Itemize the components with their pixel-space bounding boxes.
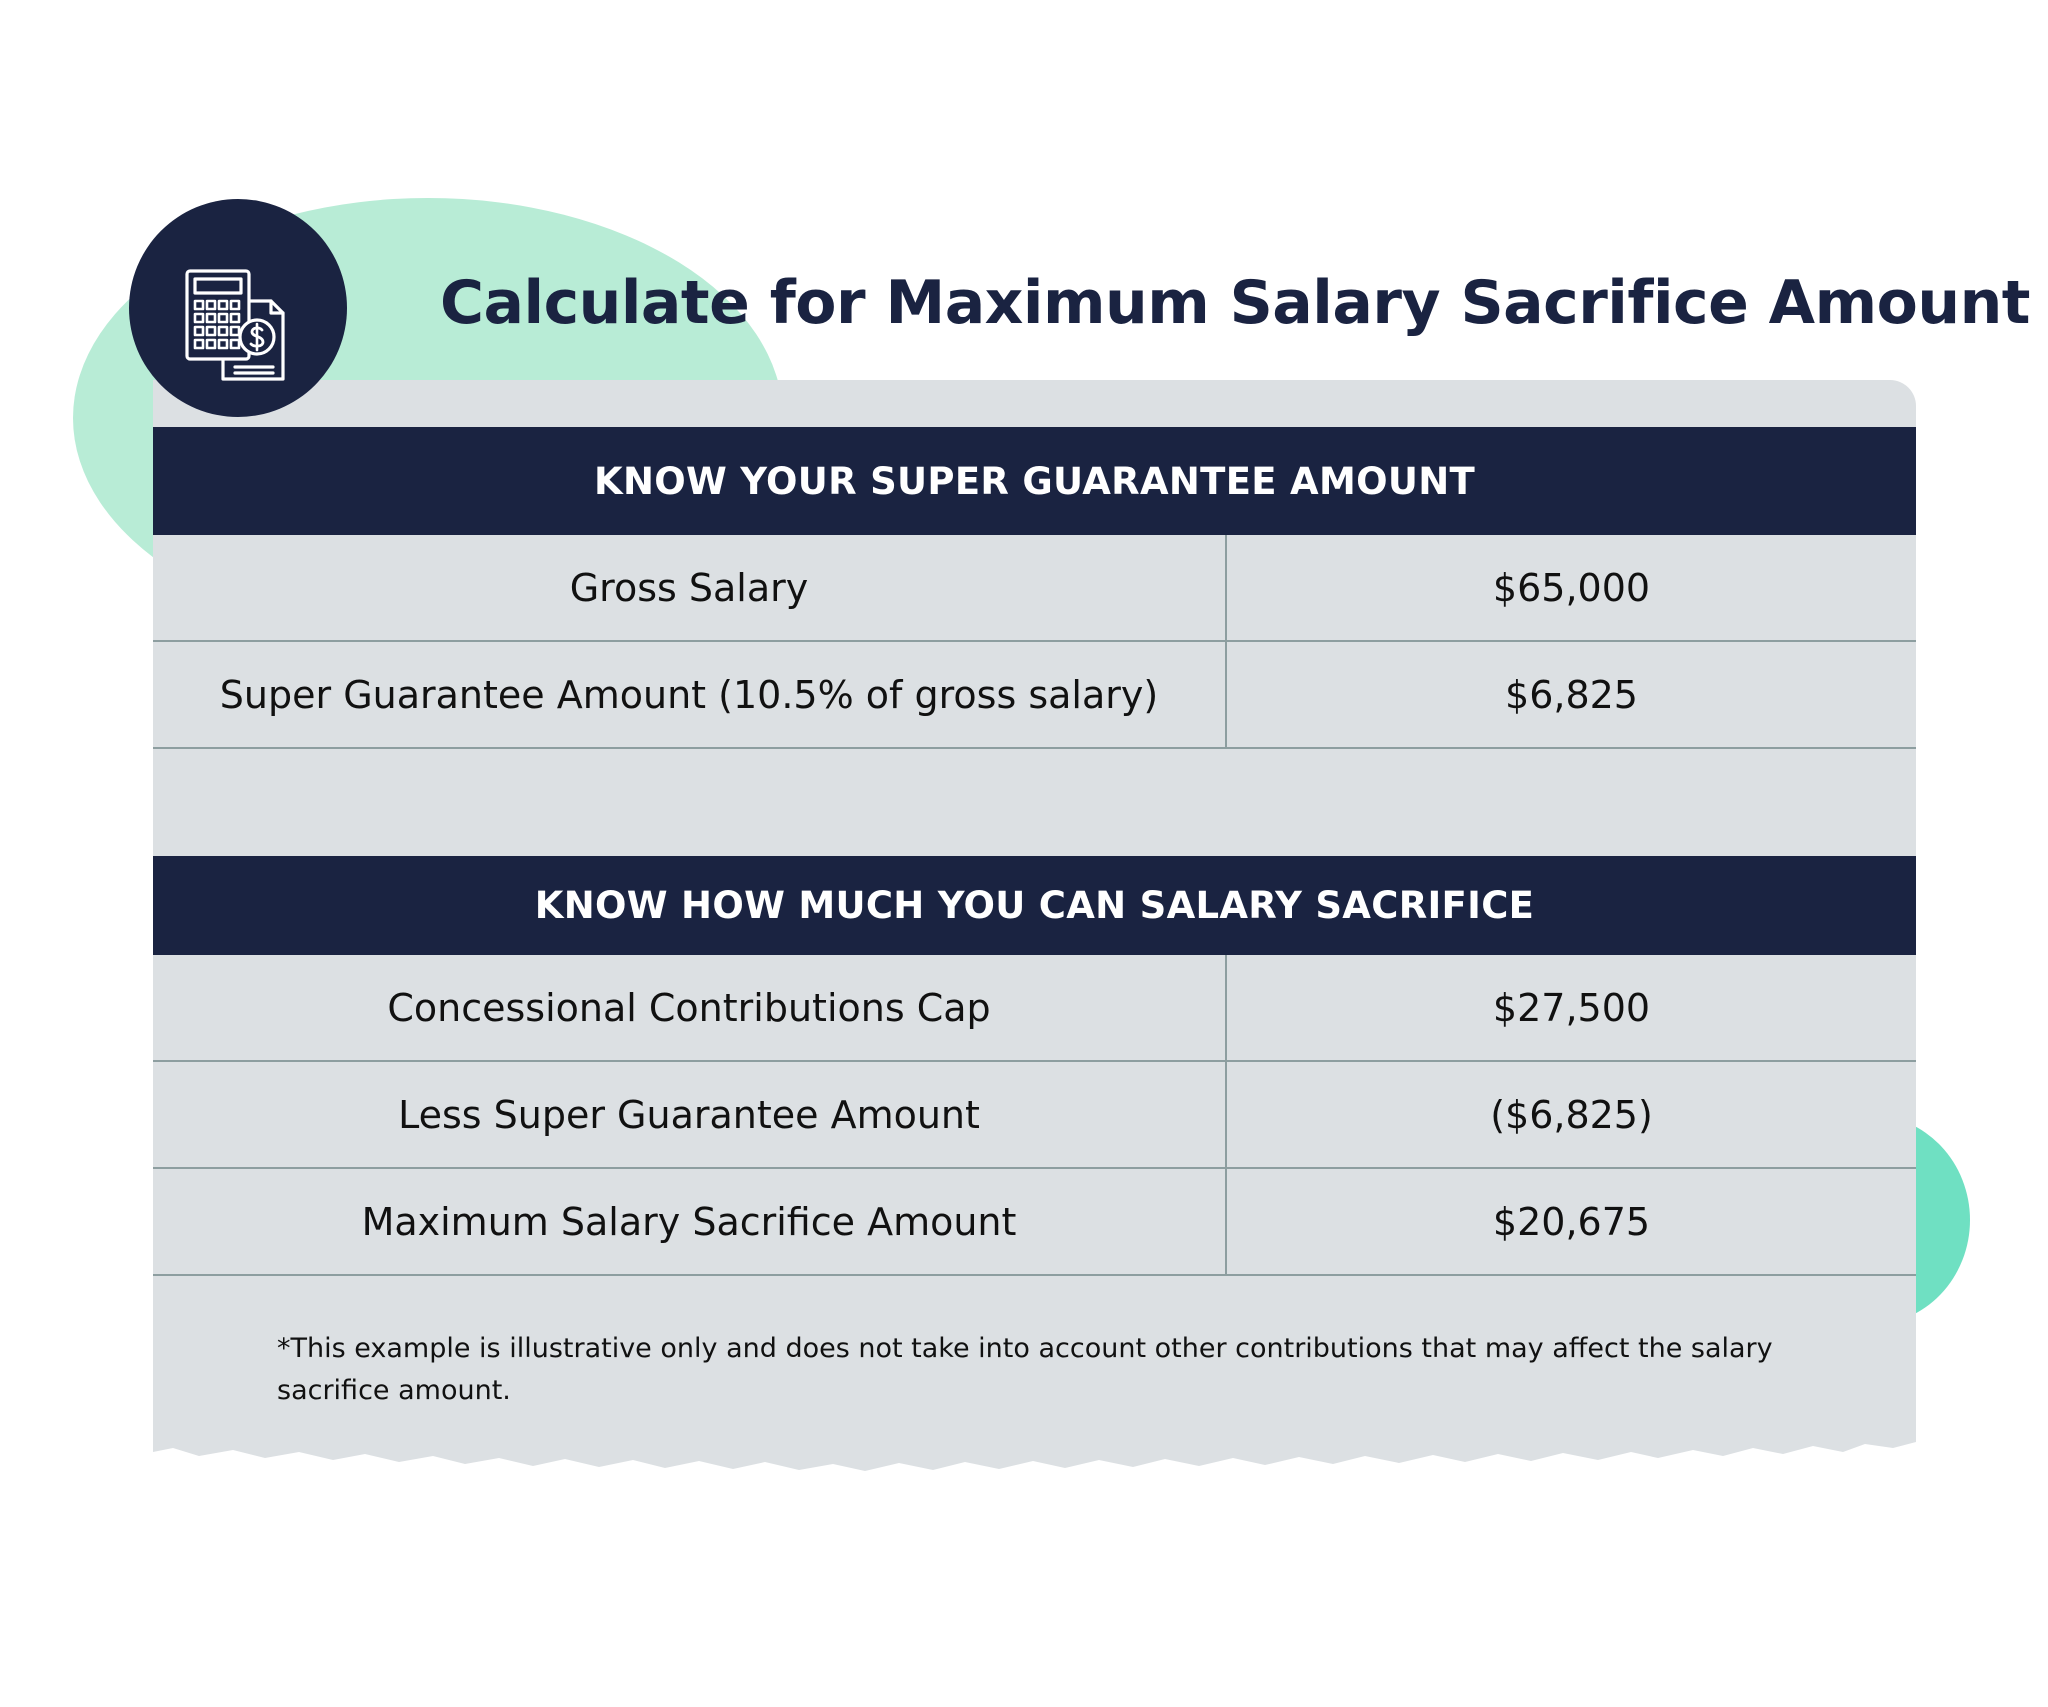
table-row-maximum-salary-sacrifice [153,1169,1916,1276]
section-header-salary-sacrifice: KNOW HOW MUCH YOU CAN SALARY SACRIFICE [153,856,1916,955]
table-row-concessional-cap [153,955,1916,1062]
calculation-card [153,380,1916,1440]
table-row-gross-salary [153,535,1916,642]
page-title: Calculate for Maximum Salary Sacrifice Amount [440,268,2030,338]
footnote: *This example is illustrative only and does not take into account other contributions that may affect the salary sacrifice amount. [277,1333,1773,1406]
row-value: $6,825 [1505,672,1638,717]
row-label: Super Guarantee Amount (10.5% of gross salary) [153,642,1227,747]
row-label: Maximum Salary Sacrifice Amount [153,1169,1227,1274]
row-label: Gross Salary [153,535,1227,640]
row-value: $20,675 [1492,1199,1651,1244]
table-row-super-guarantee-amount [153,642,1916,749]
table-row-less-super-guarantee [153,1062,1916,1169]
torn-edge [153,1426,1916,1476]
row-value: ($6,825) [1490,1092,1653,1137]
row-label: Concessional Contributions Cap [153,955,1227,1060]
calculator-dollar-document-icon [129,199,347,417]
section-header-super-guarantee: KNOW YOUR SUPER GUARANTEE AMOUNT [153,427,1916,535]
row-value: $27,500 [1492,985,1651,1030]
row-value: $65,000 [1492,565,1651,610]
row-label: Less Super Guarantee Amount [153,1062,1227,1167]
